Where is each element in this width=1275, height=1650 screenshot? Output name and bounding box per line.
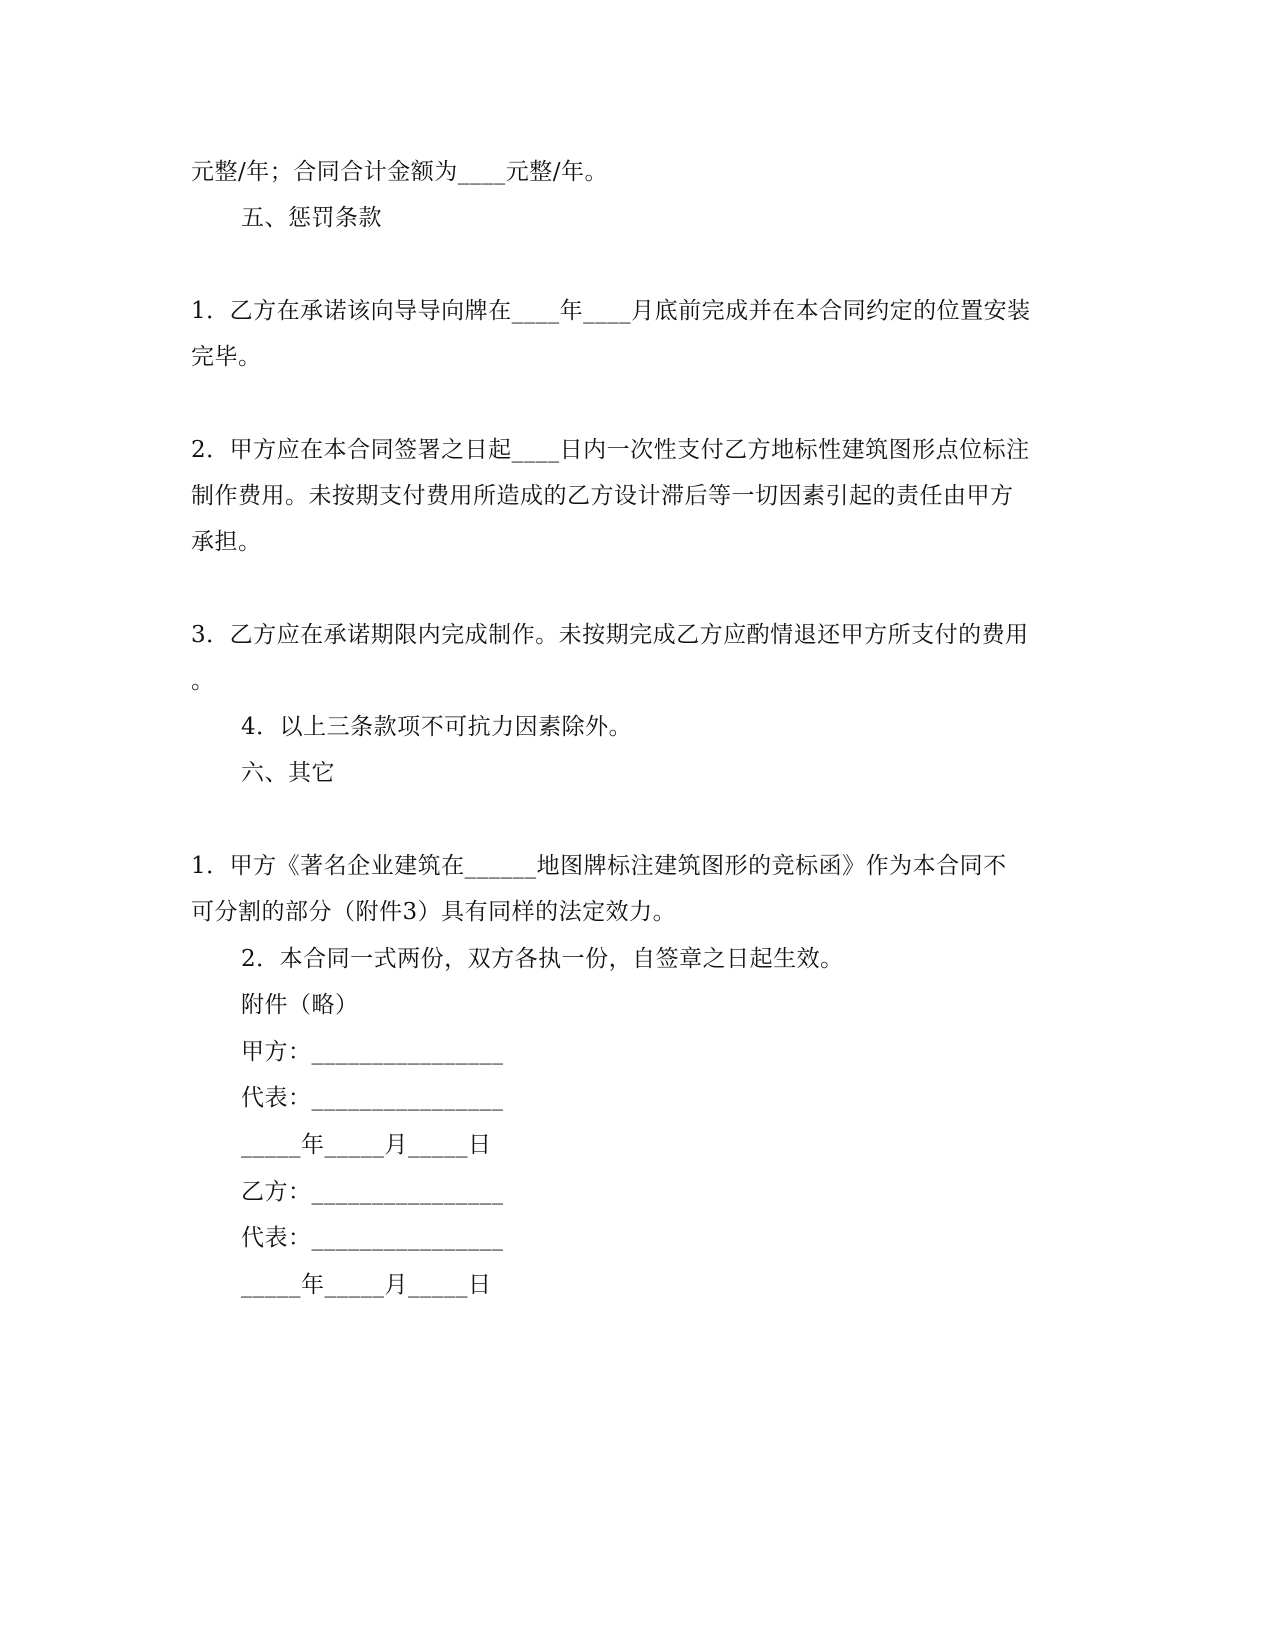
clause-6-2: 2．本合同一式两份，双方各执一份，自签章之日起生效。 [241, 946, 844, 972]
clause-5-2-line-3: 承担。 [191, 529, 262, 555]
clause-6-1-line-1: 1．甲方《著名企业建筑在______地图牌标注建筑图形的竞标函》作为本合同不 [191, 853, 1007, 879]
attachment-note: 附件（略） [241, 992, 359, 1018]
clause-5-3-line-2: 。 [191, 668, 215, 694]
clause-5-4: 4．以上三条款项不可抗力因素除外。 [241, 714, 633, 740]
clause-5-2-line-1: 2．甲方应在本合同签署之日起____日内一次性支付乙方地标性建筑图形点位标注 [191, 437, 1030, 463]
clause-5-1-line-2: 完毕。 [191, 344, 262, 370]
clause-5-3-line-1: 3．乙方应在承诺期限内完成制作。未按期完成乙方应酌情退还甲方所支付的费用 [191, 622, 1029, 648]
party-a-signature-line: 甲方：________________ [241, 1039, 504, 1065]
clause-6-1-line-2: 可分割的部分（附件3）具有同样的法定效力。 [191, 899, 677, 925]
party-b-signature-line: 乙方：________________ [241, 1179, 504, 1205]
contract-amount-line: 元整/年；合同合计金额为____元整/年。 [191, 159, 608, 185]
section-five-heading: 五、惩罚条款 [241, 205, 382, 231]
party-b-date-line: _____年_____月_____日 [241, 1272, 492, 1298]
party-b-representative-line: 代表：________________ [241, 1225, 504, 1251]
clause-5-2-line-2: 制作费用。未按期支付费用所造成的乙方设计滞后等一切因素引起的责任由甲方 [191, 483, 1014, 509]
party-a-date-line: _____年_____月_____日 [241, 1132, 492, 1158]
party-a-representative-line: 代表：________________ [241, 1085, 504, 1111]
section-six-heading: 六、其它 [241, 760, 335, 786]
clause-5-1-line-1: 1．乙方在承诺该向导导向牌在____年____月底前完成并在本合同约定的位置安装 [191, 298, 1031, 324]
